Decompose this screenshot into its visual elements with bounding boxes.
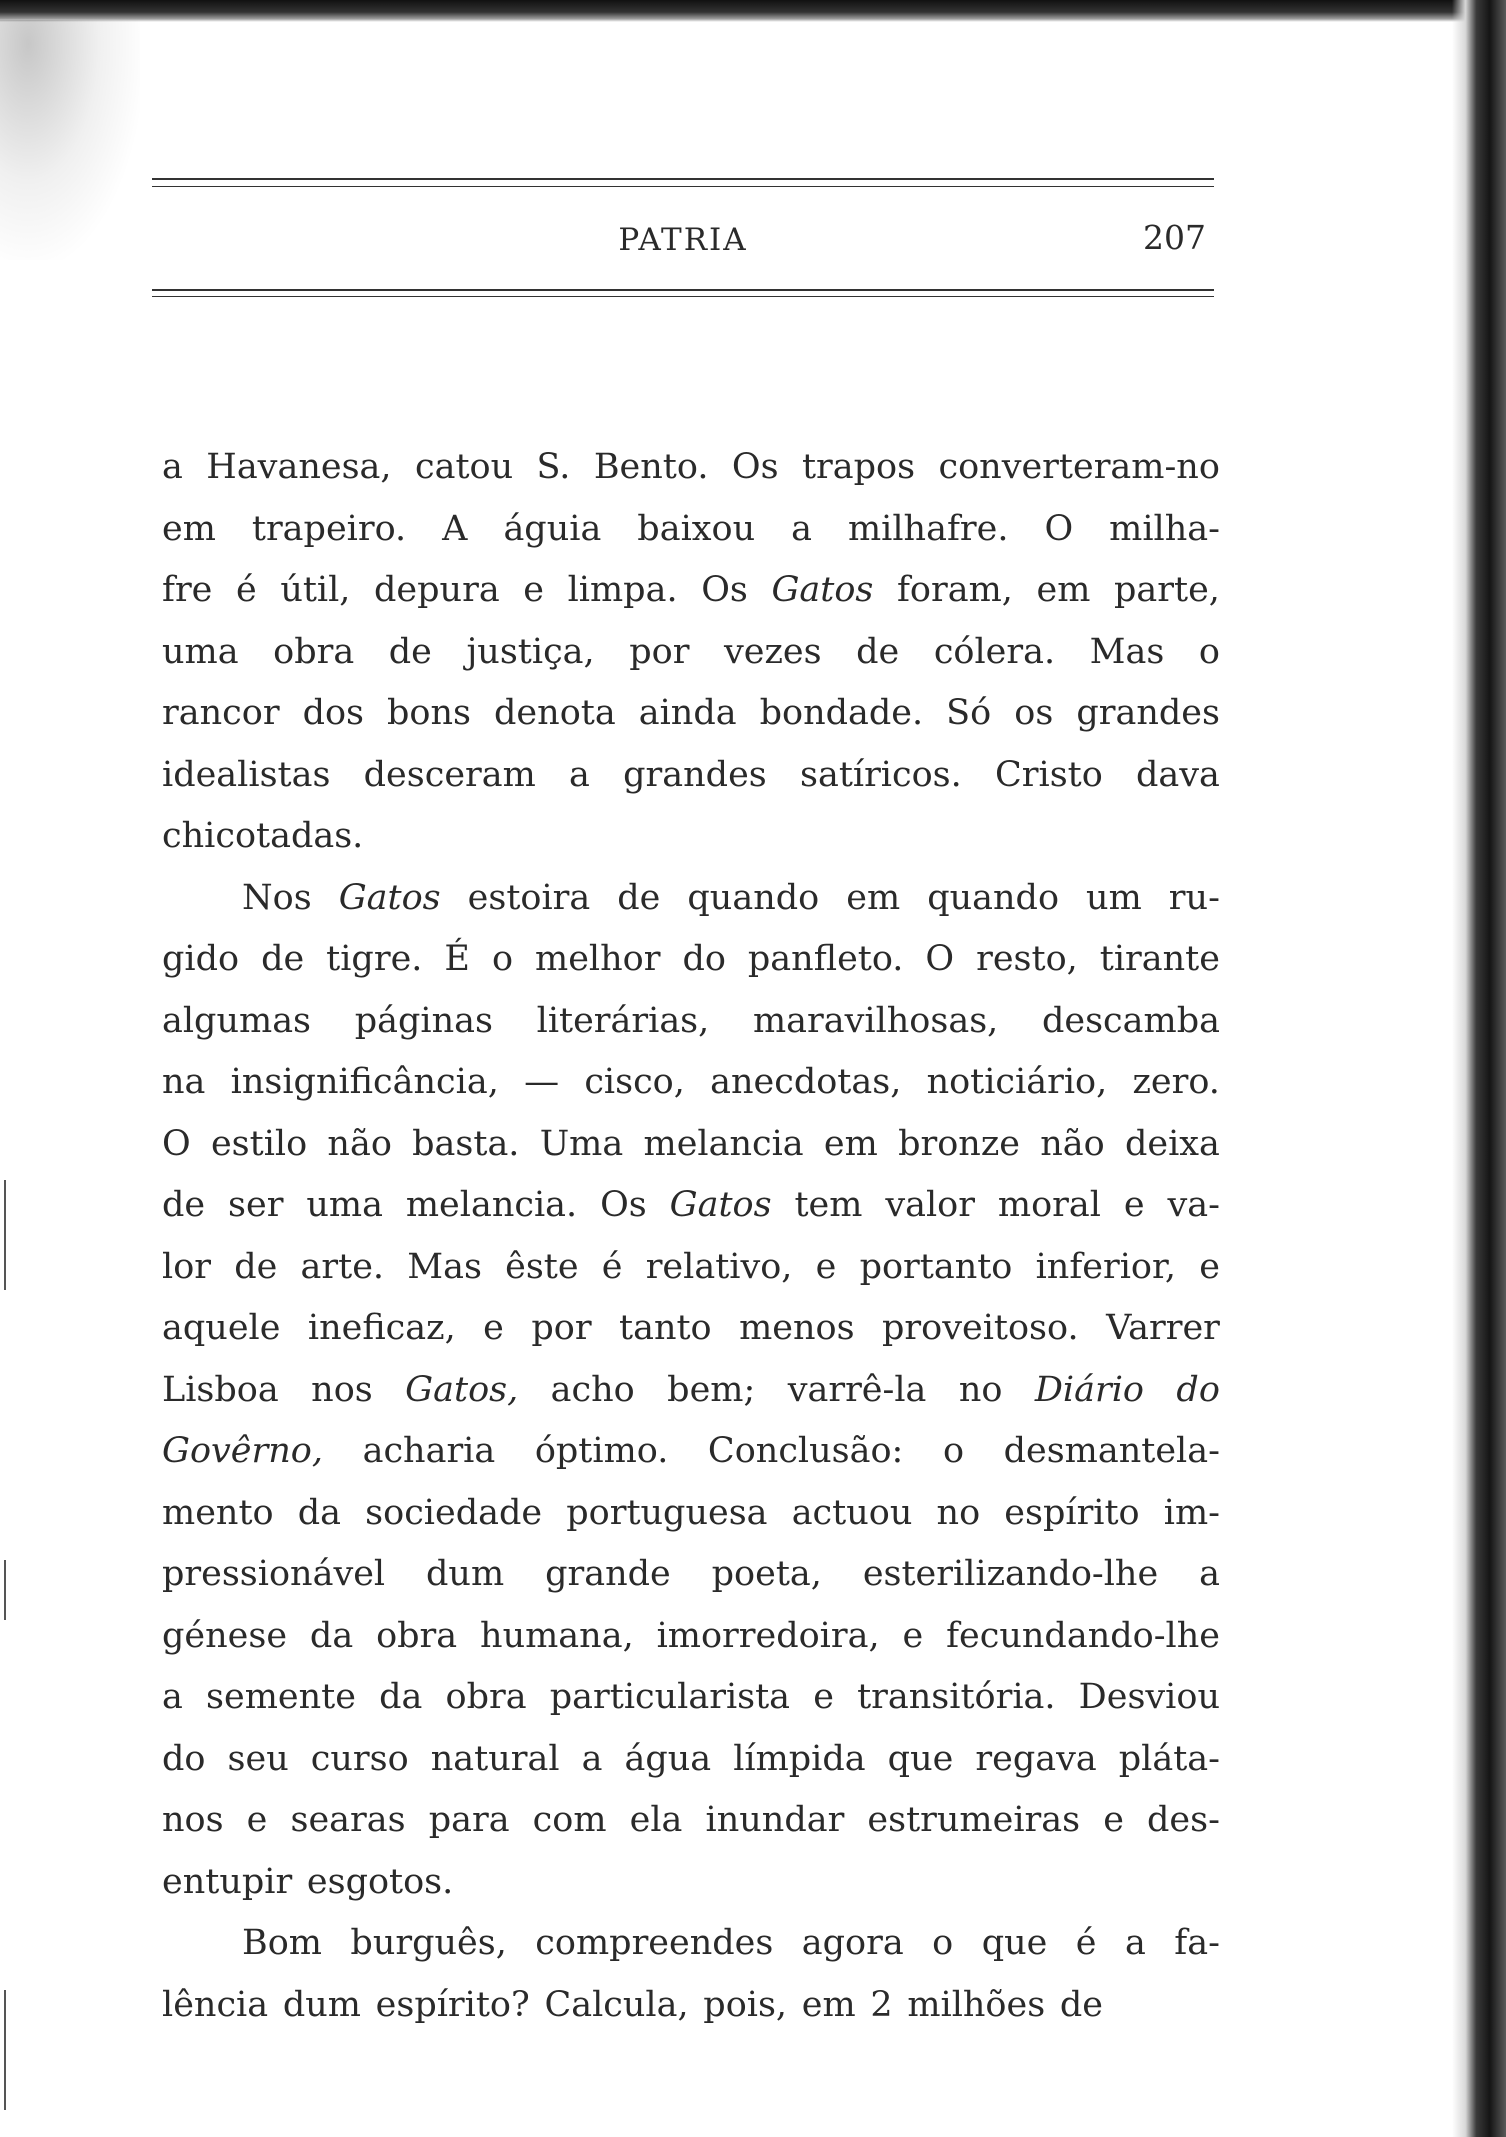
word: foram, xyxy=(896,570,1013,610)
word: e xyxy=(1123,1185,1145,1225)
word: e xyxy=(1103,1800,1124,1840)
text-line xyxy=(162,1360,1220,1422)
word: denota xyxy=(494,693,616,733)
word: acharia xyxy=(362,1431,496,1471)
word: idealistas xyxy=(162,754,331,795)
word: é xyxy=(1075,1923,1097,1963)
header-top-rule-thin xyxy=(152,186,1214,187)
word: curso xyxy=(310,1738,409,1779)
word: ru- xyxy=(1168,877,1220,918)
word: imorredoira, xyxy=(656,1615,880,1656)
word: Mas xyxy=(407,1246,482,1287)
word: quando xyxy=(687,877,820,918)
word: esgotos. xyxy=(306,1861,454,1902)
text-line xyxy=(162,1483,1220,1545)
word: chicotadas. xyxy=(162,816,364,856)
word: Gatos xyxy=(338,877,441,918)
word: Gatos xyxy=(771,570,874,610)
word: os xyxy=(1014,693,1054,733)
word: de xyxy=(617,877,661,918)
header-top-rule xyxy=(152,178,1214,180)
word: e xyxy=(813,1677,834,1717)
word: páginas xyxy=(354,1000,493,1041)
text-line xyxy=(162,929,1220,991)
word: quando xyxy=(927,877,1060,918)
word: por xyxy=(629,631,690,672)
word: de xyxy=(388,631,432,672)
word: do xyxy=(162,1738,206,1779)
word: a xyxy=(162,1677,183,1717)
word: descamba xyxy=(1041,1000,1220,1041)
word: É xyxy=(444,939,470,979)
word: Desviou xyxy=(1078,1677,1220,1717)
scan-right-edge xyxy=(1452,0,1506,2137)
body-text xyxy=(162,437,1220,2036)
word: anecdotas, xyxy=(710,1062,902,1102)
word: deixa xyxy=(1124,1123,1220,1164)
word: particularista xyxy=(549,1677,791,1717)
word: e xyxy=(246,1800,268,1840)
word: Govêrno, xyxy=(162,1431,323,1471)
word: fa- xyxy=(1174,1923,1220,1963)
word: águia xyxy=(503,508,602,549)
word: parte, xyxy=(1114,570,1220,610)
word: é xyxy=(236,570,257,610)
word: proveitoso. xyxy=(882,1308,1079,1348)
word: útil, xyxy=(280,570,351,610)
word: fre xyxy=(162,570,213,610)
word: a xyxy=(1199,1554,1220,1594)
word: poeta, xyxy=(711,1554,822,1594)
word: de xyxy=(162,1185,206,1225)
word: do xyxy=(682,939,726,979)
word: milhões xyxy=(907,1984,1046,2025)
word: rancor xyxy=(162,693,280,733)
word: va- xyxy=(1167,1185,1220,1225)
word: o xyxy=(942,1431,965,1471)
word: bronze xyxy=(898,1123,1020,1164)
word: arte. xyxy=(300,1246,385,1287)
word: estoira xyxy=(467,877,591,918)
word: obra xyxy=(376,1615,458,1656)
word: ineficaz, xyxy=(307,1308,456,1348)
word: des- xyxy=(1147,1800,1220,1840)
word: Diário xyxy=(1034,1369,1144,1410)
word: desmantela- xyxy=(1003,1431,1220,1471)
text-line xyxy=(162,1052,1220,1114)
word: semente xyxy=(206,1677,356,1717)
text-line xyxy=(162,1544,1220,1606)
word: o xyxy=(1198,631,1220,672)
word: milha- xyxy=(1109,508,1220,549)
text-line xyxy=(162,1421,1220,1483)
word: na xyxy=(162,1062,206,1102)
word: ainda xyxy=(638,693,737,733)
word: não xyxy=(1040,1123,1105,1164)
word: catou xyxy=(414,447,514,487)
word: cólera. xyxy=(933,631,1056,672)
word: resto, xyxy=(976,939,1078,979)
word: a xyxy=(162,447,183,487)
word: ser xyxy=(228,1185,284,1225)
word: converteram-no xyxy=(938,447,1220,487)
word: a xyxy=(791,508,812,549)
word: Só xyxy=(946,693,992,733)
word: tanto xyxy=(619,1308,712,1348)
word: algumas xyxy=(162,1000,312,1041)
word: Os xyxy=(600,1185,647,1225)
text-line xyxy=(162,437,1220,499)
word: em xyxy=(162,508,216,549)
word: baixou xyxy=(637,508,756,549)
word: de xyxy=(856,631,900,672)
text-line xyxy=(162,622,1220,684)
word: compreendes xyxy=(535,1923,774,1963)
word: im- xyxy=(1163,1492,1220,1533)
word: depura xyxy=(374,570,500,610)
word: milhafre. xyxy=(847,508,1009,549)
word: O xyxy=(925,939,955,979)
word: literárias, xyxy=(536,1000,710,1041)
text-line xyxy=(162,1237,1220,1299)
text-line xyxy=(162,1852,1220,1914)
word: portanto xyxy=(859,1246,1013,1287)
scan-speckle xyxy=(0,20,140,260)
word: Uma xyxy=(539,1123,624,1164)
word: Cristo xyxy=(994,754,1103,795)
word: searas xyxy=(290,1800,406,1840)
word: insignificância, xyxy=(230,1062,499,1102)
word: obra xyxy=(273,631,355,672)
word: desceram xyxy=(363,754,536,795)
word: actuou xyxy=(791,1492,913,1533)
text-line xyxy=(162,1175,1220,1237)
word: basta. xyxy=(412,1123,520,1164)
word: dum xyxy=(426,1554,505,1594)
word: acho xyxy=(550,1369,635,1410)
word: Gatos xyxy=(669,1185,772,1225)
word: satíricos. xyxy=(799,754,962,795)
word: Bento. xyxy=(593,447,709,487)
word: melancia xyxy=(643,1123,804,1164)
word: melhor xyxy=(535,939,661,979)
text-line xyxy=(162,1975,1220,2037)
word: Bom xyxy=(242,1923,322,1963)
word: nos xyxy=(311,1369,373,1410)
word: aquele xyxy=(162,1308,281,1348)
word: que xyxy=(981,1923,1048,1963)
word: espírito xyxy=(1004,1492,1140,1533)
word: com xyxy=(532,1800,607,1840)
word: portuguesa xyxy=(566,1492,768,1533)
text-line xyxy=(162,1913,1220,1975)
word: agora xyxy=(801,1923,904,1963)
word: vezes xyxy=(723,631,822,672)
word: trapeiro. xyxy=(251,508,407,549)
word: uma xyxy=(306,1185,383,1225)
word: lência xyxy=(162,1984,269,2025)
word: Lisboa xyxy=(162,1369,279,1410)
word: e xyxy=(1199,1246,1220,1287)
word: grande xyxy=(545,1554,671,1594)
word: água xyxy=(624,1738,712,1779)
running-title: PATRIA xyxy=(618,222,748,258)
word: bondade. xyxy=(759,693,924,733)
word: grandes xyxy=(623,754,767,795)
word: dava xyxy=(1136,754,1220,795)
word: zero. xyxy=(1132,1062,1220,1102)
word: da xyxy=(379,1677,423,1717)
word: no xyxy=(936,1492,981,1533)
word: e xyxy=(483,1308,504,1348)
word: a xyxy=(1124,1923,1146,1963)
word: não xyxy=(327,1123,392,1164)
word: e xyxy=(902,1615,924,1656)
word: um xyxy=(1086,877,1142,918)
text-line xyxy=(162,1729,1220,1791)
word: de xyxy=(1059,1984,1103,2025)
word: em xyxy=(846,877,901,918)
word: e xyxy=(523,570,545,610)
word: obra xyxy=(445,1677,527,1717)
word: — xyxy=(524,1062,560,1102)
word: S. xyxy=(536,447,571,487)
word: lor xyxy=(162,1246,211,1287)
text-line xyxy=(162,1790,1220,1852)
word: uma xyxy=(162,631,239,672)
text-line xyxy=(162,560,1220,622)
word: trapos xyxy=(801,447,916,487)
text-line xyxy=(162,991,1220,1053)
word: limpa. xyxy=(567,570,678,610)
word: regava xyxy=(975,1738,1097,1779)
word: Os xyxy=(731,447,779,487)
word: pláta- xyxy=(1118,1738,1220,1779)
text-line xyxy=(162,806,1220,868)
word: pressionável xyxy=(162,1554,386,1594)
word: noticiário, xyxy=(926,1062,1108,1102)
word: pois, xyxy=(703,1984,788,2025)
word: entupir xyxy=(162,1861,293,1902)
word: génese xyxy=(162,1615,288,1656)
text-line xyxy=(162,745,1220,807)
word: para xyxy=(428,1800,510,1840)
word: Varrer xyxy=(1106,1308,1220,1348)
word: O xyxy=(162,1123,191,1164)
word: menos xyxy=(739,1308,855,1348)
word: Havanesa, xyxy=(206,447,392,487)
word: A xyxy=(442,508,468,549)
word: O xyxy=(1044,508,1074,549)
word: Gatos, xyxy=(405,1369,519,1410)
word: maravilhosas, xyxy=(752,1000,999,1041)
word: sociedade xyxy=(365,1492,543,1533)
word: cisco, xyxy=(584,1062,685,1102)
word: humana, xyxy=(480,1615,634,1656)
word: mento xyxy=(162,1492,274,1533)
word: inundar xyxy=(705,1800,845,1840)
word: valor xyxy=(885,1185,975,1225)
word: espírito? xyxy=(375,1984,530,2025)
word: em xyxy=(801,1984,856,2025)
page-number: 207 xyxy=(1143,218,1206,257)
word: Mas xyxy=(1089,631,1165,672)
word: no xyxy=(958,1369,1003,1410)
word: êste xyxy=(505,1246,579,1287)
word: ela xyxy=(629,1800,683,1840)
text-line xyxy=(162,1114,1220,1176)
word: justiça, xyxy=(466,631,595,672)
word: Os xyxy=(701,570,748,610)
text-line xyxy=(162,1298,1220,1360)
word: grandes xyxy=(1076,693,1220,733)
word: em xyxy=(1036,570,1091,610)
word: dum xyxy=(282,1984,361,2025)
scan-top-edge xyxy=(0,0,1506,22)
word: varrê-la xyxy=(787,1369,927,1410)
word: fecundando-lhe xyxy=(946,1615,1220,1656)
word: a xyxy=(569,754,590,795)
word: gido xyxy=(162,939,240,979)
header-bottom-rule-thin xyxy=(152,296,1214,297)
word: burguês, xyxy=(350,1923,507,1963)
word: natural xyxy=(430,1738,560,1779)
text-line xyxy=(162,1606,1220,1668)
word: Calcula, xyxy=(544,1984,689,2025)
word: que xyxy=(887,1738,954,1779)
word: bons xyxy=(387,693,472,733)
running-head xyxy=(152,218,1214,266)
word: nos xyxy=(162,1800,224,1840)
word: panfleto. xyxy=(747,939,904,979)
text-line xyxy=(162,499,1220,561)
word: 2 xyxy=(870,1984,893,2025)
word: da xyxy=(309,1615,354,1656)
scan-edge-mark xyxy=(4,1560,6,1620)
scan-edge-mark xyxy=(4,1990,6,2110)
word: em xyxy=(823,1123,878,1164)
word: Nos xyxy=(242,877,312,918)
word: o xyxy=(932,1923,954,1963)
word: inferior, xyxy=(1035,1246,1177,1287)
scan-edge-mark xyxy=(4,1180,6,1290)
word: tirante xyxy=(1099,939,1220,979)
word: do xyxy=(1176,1369,1220,1410)
word: moral xyxy=(997,1185,1101,1225)
word: da xyxy=(297,1492,342,1533)
word: relativo, xyxy=(645,1246,793,1287)
text-line xyxy=(162,868,1220,930)
word: Conclusão: xyxy=(707,1431,904,1471)
text-line xyxy=(162,1667,1220,1729)
word: e xyxy=(815,1246,837,1287)
word: transitória. xyxy=(857,1677,1056,1717)
word: o xyxy=(491,939,514,979)
word: a xyxy=(581,1738,603,1779)
word: é xyxy=(601,1246,623,1287)
word: bem; xyxy=(667,1369,756,1410)
text-line xyxy=(162,683,1220,745)
word: óptimo. xyxy=(534,1431,669,1471)
word: estilo xyxy=(210,1123,308,1164)
word: dos xyxy=(302,693,365,733)
header-bottom-rule xyxy=(152,289,1214,291)
word: estrumeiras xyxy=(867,1800,1081,1840)
word: límpida xyxy=(733,1738,866,1779)
word: seu xyxy=(227,1738,289,1779)
word: esterilizando-lhe xyxy=(862,1554,1159,1594)
word: tem xyxy=(794,1185,863,1225)
word: tigre. xyxy=(326,939,423,979)
word: de xyxy=(234,1246,278,1287)
word: por xyxy=(531,1308,592,1348)
word: melancia. xyxy=(405,1185,578,1225)
word: de xyxy=(261,939,305,979)
